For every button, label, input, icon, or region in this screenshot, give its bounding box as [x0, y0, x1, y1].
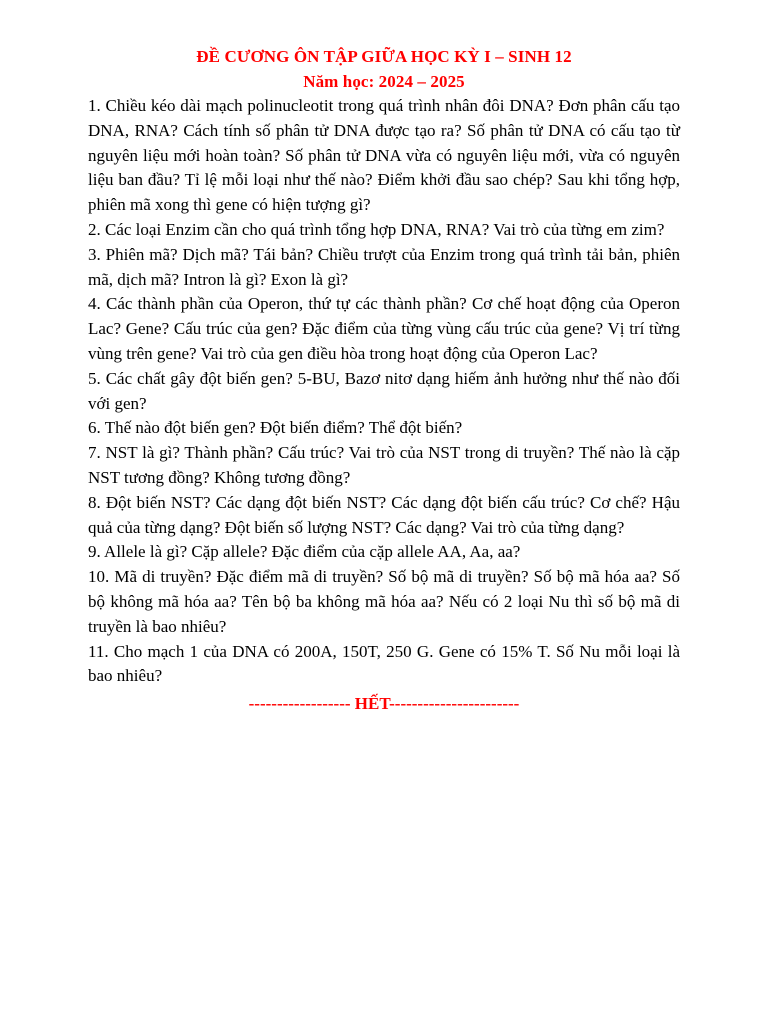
- question-item: 1. Chiều kéo dài mạch polinucleotit trong quá trình nhân đôi DNA? Đơn phân cấu tạo DNA, RNA? Cách tính số phân tử DNA được tạo ra? Số phân tử DNA có cấu tạo từ nguyên liệu mới hoàn toàn? Số phân tử DNA vừa có nguyên liệu mới, vừa có nguyên liệu ban đầu? Tỉ lệ mỗi loại như thế nào? Điểm khởi đầu sao chép? Sau khi tổng hợp, phiên mã xong thì gene có hiện tượng gì?: [88, 96, 680, 215]
- question-item: 4. Các thành phần của Operon, thứ tự các thành phần? Cơ chế hoạt động của Operon Lac? Gene? Cấu trúc của gen? Đặc điểm của từng vùng cấu trúc của gene? Vị trí từng vùng trên gene? Vai trò của gen điều hòa trong hoạt động của Operon Lac?: [88, 294, 680, 363]
- question-item: 3. Phiên mã? Dịch mã? Tái bản? Chiều trượt của Enzim trong quá trình tải bản, phiên mã, dịch mã? Intron là gì? Exon là gì?: [88, 244, 680, 289]
- question-item: 7. NST là gì? Thành phần? Cấu trúc? Vai trò của NST trong di truyền? Thế nào là cặp NST tương đồng? Không tương đồng?: [88, 443, 680, 487]
- end-marker: ------------------ HẾT-----------------------: [248, 694, 520, 714]
- question-list: [88, 94, 680, 689]
- question-item: 9. Allele là gì? Cặp allele? Đặc điểm của cặp allele AA, Aa, aa?: [88, 542, 521, 562]
- school-year: Năm học: 2024 – 2025: [303, 72, 465, 91]
- question-item: 10. Mã di truyền? Đặc điểm mã di truyền? Số bộ mã di truyền? Số bộ mã hóa aa? Số bộ không mã hóa aa? Tên bộ ba không mã hóa aa? Nếu có 2 loại Nu thì số bộ mã di truyền là bao nhiêu?: [88, 567, 680, 636]
- document-page: [88, 44, 680, 734]
- question-item: 8. Đột biến NST? Các dạng đột biến NST? Các dạng đột biến cấu trúc? Cơ chế? Hậu quả của từng dạng? Đột biến số lượng NST? Các dạng? Vai trò của từng dạng?: [88, 492, 680, 537]
- question-item: 5. Các chất gây đột biến gen? 5-BU, Bazơ nitơ dạng hiếm ảnh hưởng như thế nào đối với gen?: [88, 368, 680, 413]
- question-item: 2. Các loại Enzim cần cho quá trình tổng hợp DNA, RNA? Vai trò của từng em zim?: [88, 219, 665, 239]
- question-item: 11. Cho mạch 1 của DNA có 200A, 150T, 250 G. Gene có 15% T. Số Nu mỗi loại là bao nhiêu?: [88, 641, 680, 686]
- question-item: 6. Thế nào đột biến gen? Đột biến điểm? Thể đột biến?: [88, 418, 463, 438]
- document-title: ĐỀ CƯƠNG ÔN TẬP GIỮA HỌC KỲ I – SINH 12: [196, 47, 572, 66]
